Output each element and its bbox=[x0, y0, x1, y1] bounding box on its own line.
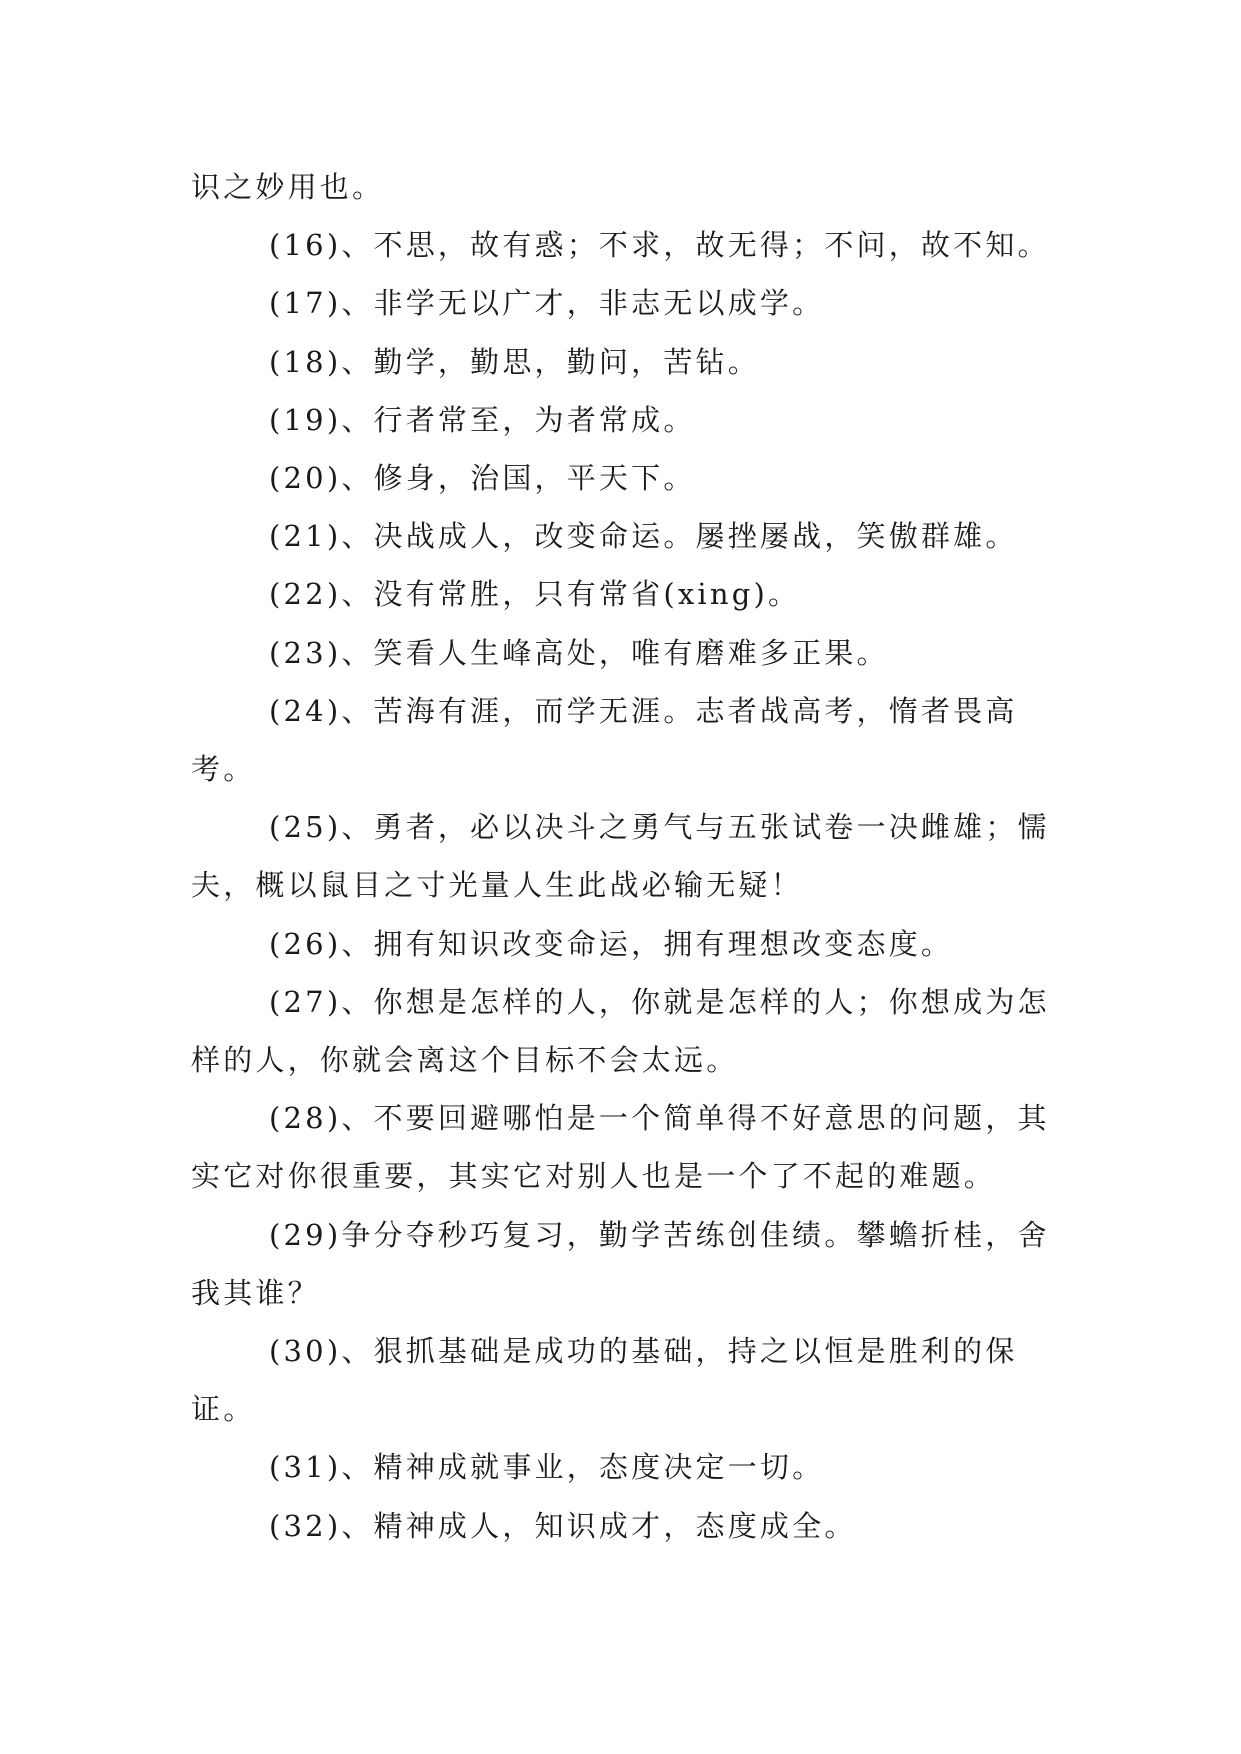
paragraph: (20)、修身，治国，平天下。 bbox=[269, 461, 696, 496]
paragraph: (21)、决战成人，改变命运。屡挫屡战，笑傲群雄。 bbox=[269, 519, 1018, 554]
paragraph: (18)、勤学，勤思，勤问，苦钻。 bbox=[269, 344, 760, 379]
paragraph: (29)争分夺秒巧复习，勤学苦练创佳绩。攀蟾折桂，舍我其谁？ bbox=[191, 1217, 1050, 1310]
paragraph: (27)、你想是怎样的人，你就是怎样的人；你想成为怎样的人，你就会离这个目标不会太远。 bbox=[191, 984, 1050, 1078]
paragraph: (24)、苦海有涯，而学无涯。志者战高考，惰者畏高考。 bbox=[191, 693, 1018, 787]
paragraph: (26)、拥有知识改变命运，拥有理想改变态度。 bbox=[269, 926, 954, 961]
paragraph: (23)、笑看人生峰高处，唯有磨难多正果。 bbox=[269, 635, 889, 670]
paragraph: 识之妙用也。 bbox=[191, 170, 385, 204]
paragraph: (30)、狠抓基础是成功的基础，持之以恒是胜利的保证。 bbox=[191, 1334, 1018, 1427]
paragraph: (16)、不思，故有惑；不求，故无得；不问，故不知。 bbox=[269, 228, 1050, 263]
paragraph: (32)、精神成人，知识成才，态度成全。 bbox=[269, 1508, 857, 1543]
paragraph: (17)、非学无以广才，非志无以成学。 bbox=[269, 286, 825, 321]
document-body bbox=[191, 158, 1071, 1555]
paragraph: (25)、勇者，必以决斗之勇气与五张试卷一决雌雄；懦夫，概以鼠目之寸光量人生此战必输无疑！ bbox=[191, 810, 1050, 903]
paragraph: (28)、不要回避哪怕是一个简单得不好意思的问题，其实它对你很重要，其实它对别人也是一个了不起的难题。 bbox=[191, 1101, 1050, 1194]
paragraph: (22)、没有常胜，只有常省(xing)。 bbox=[269, 577, 801, 612]
paragraph: (31)、精神成就事业，态度决定一切。 bbox=[269, 1450, 825, 1485]
paragraph: (19)、行者常至，为者常成。 bbox=[269, 402, 696, 437]
